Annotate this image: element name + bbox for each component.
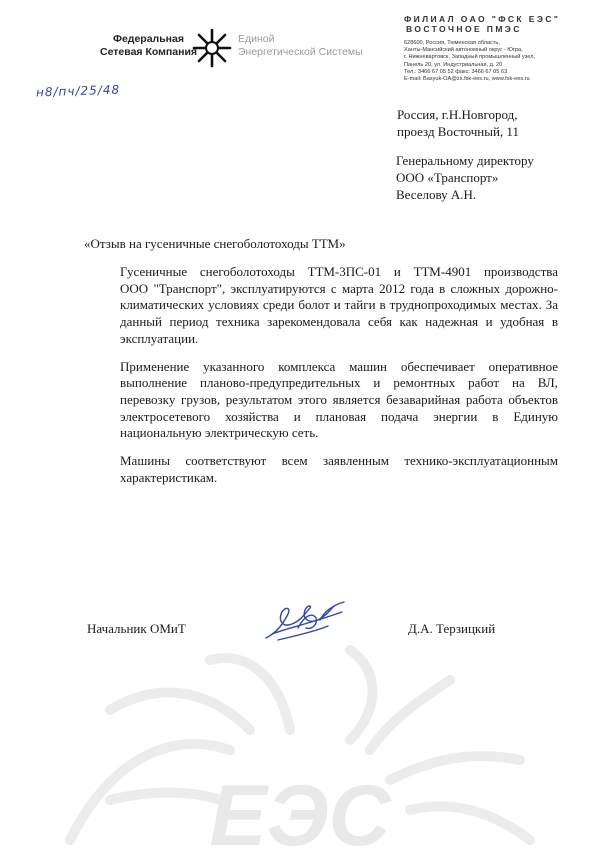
branch-requisites xyxy=(404,14,570,83)
paragraph-3 xyxy=(88,453,558,486)
watermark-text: ЕЭС xyxy=(209,768,391,848)
outgoing-number: н8/пч/25/48 xyxy=(35,82,121,100)
recipient-line2: ООО «Транспорт» xyxy=(396,170,499,185)
branch-address-line: E-mail: Basyuk-OA@zs.fsk-ees.ru, www.fsk-ees.ru xyxy=(404,76,530,83)
unified-name-line1: Единой xyxy=(238,33,275,45)
watermark-logo xyxy=(50,640,550,848)
text-line: национальную электрическую сеть. xyxy=(120,425,319,441)
text-line: эксплуатации. xyxy=(120,330,199,346)
paragraph-2 xyxy=(88,359,558,443)
recipient-address xyxy=(397,106,519,140)
text-line: выполнение планово-предупредительных и ремонтных работ на ВЛ, xyxy=(120,375,558,391)
company-name xyxy=(100,33,198,59)
branch-address-line: Тел.: 3466 67 05 52 факс: 3466 67 05 63 xyxy=(404,68,508,75)
branch-address-line: 628600, Россия, Тюменская область, xyxy=(404,40,500,46)
signatory-position: Начальник ОМиТ xyxy=(87,621,186,636)
text-line: характеристикам. xyxy=(120,469,218,485)
fsk-logo-icon xyxy=(190,26,234,70)
letter-body xyxy=(88,264,558,497)
text-line: данный период техника зарекомендовала себя как надежная и удобная в xyxy=(120,314,558,330)
handwritten-signature xyxy=(258,598,350,646)
branch-subtitle: ВОСТОЧНОЕ ПМЭС xyxy=(406,24,522,34)
branch-address xyxy=(404,40,570,83)
signatory-name: Д.А. Терзицкий xyxy=(408,621,496,636)
branch-address-line: Ханты-Мансийский автономный округ - Югра, xyxy=(404,47,523,54)
company-name-line1: Федеральная xyxy=(113,33,184,45)
text-line: электросетевого хозяйства и плановая подача энергии в Единую xyxy=(120,408,558,424)
letter-subject: «Отзыв на гусеничные снегоболотоходы ТТМ» xyxy=(84,236,346,251)
branch-address-line: Панель 20, ул. Индустриальная, д. 20 xyxy=(404,61,503,68)
paragraph-1 xyxy=(88,264,558,348)
recipient-line1: Генеральному директору xyxy=(396,153,534,168)
branch-address-line: г. Нижневартовск, Западный промышленный узел, xyxy=(404,54,536,61)
address-line2: проезд Восточный, 11 xyxy=(397,124,519,139)
branch-title: ФИЛИАЛ ОАО "ФСК ЕЭС" xyxy=(404,14,561,24)
text-line: ООО "Транспорт", эксплуатируются с марта 2012 года в сложных дорожно- xyxy=(120,280,558,296)
unified-system-name xyxy=(238,33,363,59)
recipient xyxy=(396,152,534,203)
address-line1: Россия, г.Н.Новгород, xyxy=(397,107,518,122)
text-line: климатических условиях среди болот и тайги в труднопроходимых местах. За xyxy=(120,297,558,313)
recipient-line3: Веселову А.Н. xyxy=(396,187,477,202)
text-line: Машины соответствуют всем заявленным технико-эксплуатационным xyxy=(120,453,558,469)
text-line: Гусеничные снегоболотоходы ТТМ-3ПС-01 и ТТМ-4901 производства xyxy=(120,264,558,279)
text-line: Применение указанного комплекса машин обеспечивает оперативное xyxy=(120,358,558,374)
company-name-line2: Сетевая Компания xyxy=(100,46,198,58)
text-line: перевозку грузов, результатом этого является безаварийная работа объектов xyxy=(120,391,558,407)
unified-name-line2: Энергетической Системы xyxy=(238,46,363,58)
